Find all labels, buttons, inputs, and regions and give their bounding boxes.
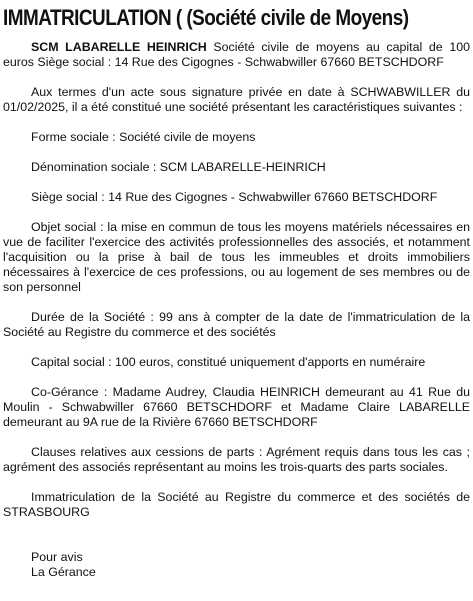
notice-title: IMMATRICULATION ( (Société civile de Moyens): [3, 5, 409, 30]
head-office-paragraph: Siège social : 14 Rue des Cigognes - Schwabwiller 67660 BETSCHDORF: [31, 190, 438, 204]
co-management-paragraph: Co-Gérance : Madame Audrey, Claudia HEINRICH demeurant au 41 Rue du Moulin - Schwabwiller 67660 BETSCHDORF et Madame Claire LABARELLE demeurant au 9A rue de la Rivière 67660 BETSCHDORF: [3, 385, 470, 429]
duration-paragraph: Durée de la Société : 99 ans à compter de la date de l'immatriculation de la Société au Registre du commerce et des sociétés: [3, 310, 470, 339]
registration-paragraph: Immatriculation de la Société au Registre du commerce et des sociétés de STRASBOURG: [3, 490, 470, 519]
intro-text: Société civile de moyens au capital de 100 euros Siège social : 14 Rue des Cigognes - Schwabwiller 67660 BETSCHDORF: [3, 40, 470, 69]
intro-paragraph: [3, 40, 470, 70]
closing-line-la-gerance: La Gérance: [31, 565, 96, 579]
corporate-purpose-paragraph: Objet social : la mise en commun de tous les moyens matériels nécessaires en vue de faciliter l'exercice des activités professionnelles des associés, et notamment l'acquisition ou la prise à bail de tous les immeubles et droits immobiliers nécessaires à l'exercice de ces professions, ou au logement de ses membres ou de son personnel: [3, 220, 470, 294]
company-name: SCM LABARELLE HEINRICH: [31, 40, 207, 54]
deed-paragraph: Aux termes d'un acte sous signature privée en date à SCHWABWILLER du 01/02/2025, il a été constitué une société présentant les caractéristiques suivantes :: [3, 85, 470, 114]
closing-line-pour-avis: Pour avis: [31, 550, 83, 564]
legal-form-paragraph: Forme sociale : Société civile de moyens: [31, 130, 256, 144]
share-transfer-paragraph: Clauses relatives aux cessions de parts : Agrément requis dans tous les cas ; agrément des associés représentant au moins les trois-quarts des parts sociales.: [3, 445, 470, 474]
company-name-paragraph: Dénomination sociale : SCM LABARELLE-HEINRICH: [31, 160, 326, 174]
closing-signature: [31, 550, 470, 580]
share-capital-paragraph: Capital social : 100 euros, constitué uniquement d'apports en numéraire: [31, 355, 426, 369]
